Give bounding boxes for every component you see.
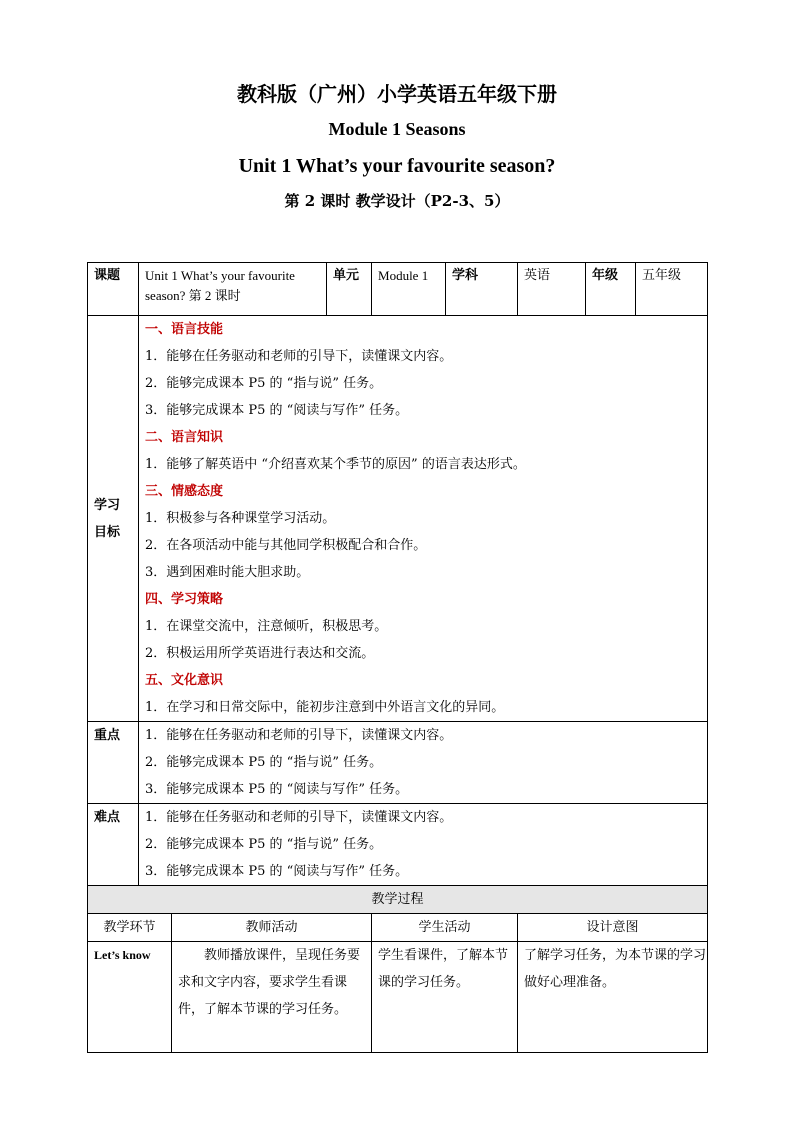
key-point-item: 1．能够在任务驱动和老师的引导下，读懂课文内容。	[145, 728, 453, 743]
key-points-content	[139, 722, 708, 804]
grade-label: 年级	[586, 263, 636, 316]
key-point-item: 2．能够完成课本 P5 的 “指与说” 任务。	[145, 755, 383, 770]
col-teacher-header: 教师活动	[172, 914, 372, 942]
unit-title: Unit 1 What’s your favourite season?	[238, 155, 556, 177]
difficult-points-row	[88, 804, 708, 886]
objectives-label	[88, 316, 139, 722]
objective-item: 1．在学习和日常交际中，能初步注意到中外语言文化的异同。	[145, 700, 505, 715]
objective-item: 1．能够了解英语中 “介绍喜欢某个季节的原因” 的语言表达形式。	[145, 457, 526, 472]
difficult-points-content	[139, 804, 708, 886]
info-row	[88, 263, 708, 316]
objective-item: 2．在各项活动中能与其他同学积极配合和合作。	[145, 538, 427, 553]
process-teacher-activity: 教师播放课件，呈现任务要求和文字内容，要求学生看课件，了解本节课的学习任务。	[172, 942, 372, 1053]
subject-label: 学科	[446, 263, 518, 316]
objectives-label-line2: 目标	[94, 524, 121, 540]
section-heading: 一、语言技能	[145, 322, 224, 337]
objective-item: 1．积极参与各种课堂学习活动。	[145, 511, 336, 526]
process-row	[88, 942, 708, 1053]
process-header-row	[88, 914, 708, 942]
difficult-point-item: 1．能够在任务驱动和老师的引导下，读懂课文内容。	[145, 810, 453, 825]
difficult-points-label: 难点	[88, 804, 139, 886]
difficult-point-item: 2．能够完成课本 P5 的 “指与说” 任务。	[145, 837, 383, 852]
key-points-row	[88, 722, 708, 804]
section-heading: 四、学习策略	[145, 592, 224, 607]
objective-item: 2．能够完成课本 P5 的 “指与说” 任务。	[145, 376, 383, 391]
module-title: Module 1 Seasons	[328, 119, 466, 139]
col-student-header: 学生活动	[372, 914, 518, 942]
unit-label: 单元	[327, 263, 372, 316]
key-point-item: 3．能够完成课本 P5 的 “阅读与写作” 任务。	[145, 782, 409, 797]
process-step: Let’s know	[88, 942, 172, 1053]
objectives-content	[139, 316, 708, 722]
lesson-plan-main-table	[87, 262, 708, 1053]
section-heading: 二、语言知识	[145, 430, 224, 445]
process-title-row	[88, 886, 708, 914]
process-design-intent: 了解学习任务，为本节课的学习做好心理准备。	[518, 942, 708, 1053]
grade-value: 五年级	[636, 263, 708, 316]
col-intent-header: 设计意图	[518, 914, 708, 942]
topic-label: 课题	[88, 263, 139, 316]
unit-value: Module 1	[372, 263, 446, 316]
objective-item: 3．能够完成课本 P5 的 “阅读与写作” 任务。	[145, 403, 409, 418]
document-title: 教科版（广州）小学英语五年级下册	[237, 82, 557, 106]
objectives-label-line1: 学习	[94, 497, 121, 513]
objectives-row	[88, 316, 708, 722]
topic-value: Unit 1 What’s your favourite season? 第 2 课时	[139, 263, 327, 316]
subject-value: 英语	[518, 263, 586, 316]
process-student-activity: 学生看课件，了解本节课的学习任务。	[372, 942, 518, 1053]
lesson-subtitle: 第 2 课时 教学设计（P2-3、5）	[284, 192, 510, 210]
section-heading: 五、文化意识	[145, 673, 224, 688]
objective-item: 3．遇到困难时能大胆求助。	[145, 565, 310, 580]
process-title: 教学过程	[88, 886, 708, 914]
objective-item: 1．在课堂交流中，注意倾听，积极思考。	[145, 619, 388, 634]
objective-item: 1．能够在任务驱动和老师的引导下，读懂课文内容。	[145, 349, 453, 364]
section-heading: 三、情感态度	[145, 484, 224, 499]
key-points-label: 重点	[88, 722, 139, 804]
objective-item: 2．积极运用所学英语进行表达和交流。	[145, 646, 375, 661]
col-step-header: 教学环节	[88, 914, 172, 942]
difficult-point-item: 3．能够完成课本 P5 的 “阅读与写作” 任务。	[145, 864, 409, 879]
